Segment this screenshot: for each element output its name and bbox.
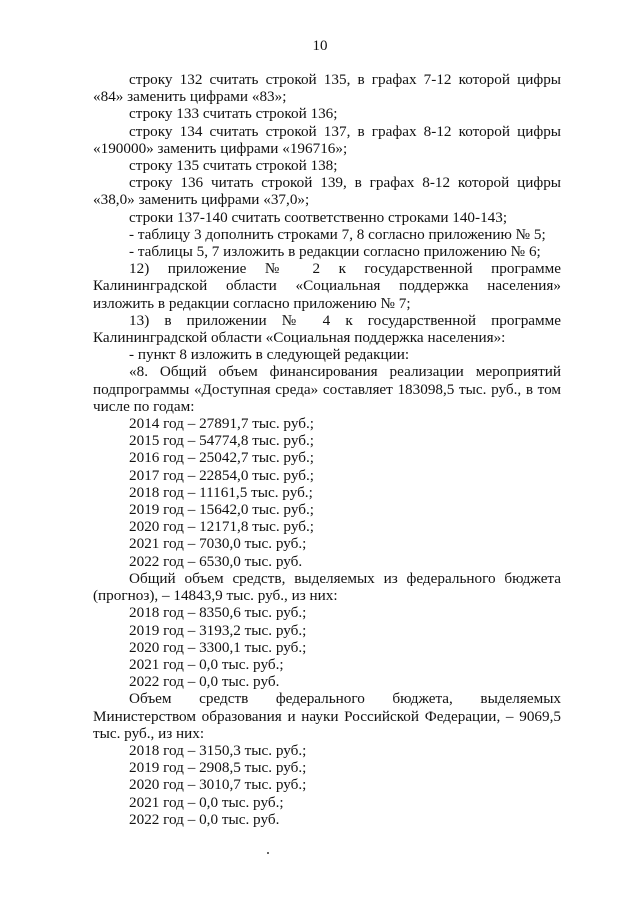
paragraph-ministry-budget: Объем средств федерального бюджета, выделяемых Министерством образования и науки Российской Федерации, – 9069,5 тыс. руб., из них: (93, 690, 561, 742)
year-line: 2018 год – 3150,3 тыс. руб.; (129, 741, 307, 759)
paragraph-item-13: 13) в приложении № 4 к государственной программе Калининградской области «Социальная поддержка населения»: (93, 311, 561, 347)
years-total-list (93, 415, 561, 570)
year-line: 2021 год – 0,0 тыс. руб.; (129, 793, 284, 811)
paragraph-row-134: строку 134 считать строкой 137, в графах 8-12 которой цифры «190000» заменить цифрами «196716»; (93, 122, 561, 157)
year-line: 2016 год – 25042,7 тыс. руб.; (129, 449, 314, 467)
year-line: 2022 год – 6530,0 тыс. руб. (129, 552, 303, 570)
year-line: 2019 год – 15642,0 тыс. руб.; (129, 501, 314, 519)
year-line: 2019 год – 2908,5 тыс. руб.; (129, 759, 307, 777)
paragraph-point-8: - пункт 8 изложить в следующей редакции: (129, 346, 410, 364)
year-line: 2021 год – 0,0 тыс. руб.; (129, 655, 284, 673)
year-line: 2015 год – 54774,8 тыс. руб.; (129, 432, 314, 450)
paragraph-federal-budget: Общий объем средств, выделяемых из федерального бюджета (прогноз), – 14843,9 тыс. руб., из них: (93, 569, 561, 605)
paragraph-row-132: строку 132 считать строкой 135, в графах 7-12 которой цифры «84» заменить цифрами «83»; (93, 71, 561, 106)
paragraph-table-3: - таблицу 3 дополнить строками 7, 8 согласно приложению № 5; (129, 225, 546, 243)
page-number: 10 (312, 38, 328, 54)
years-ministry-list (93, 742, 561, 828)
year-line: 2021 год – 7030,0 тыс. руб.; (129, 535, 307, 553)
year-line: 2020 год – 3010,7 тыс. руб.; (129, 776, 307, 794)
paragraph-row-133: строку 133 считать строкой 136; (129, 105, 338, 123)
year-line: 2022 год – 0,0 тыс. руб. (129, 673, 280, 691)
paragraph-row-136: строку 136 читать строкой 139, в графах 8-12 которой цифры «38,0» заменить цифрами «37,0»; (93, 174, 561, 209)
paragraph-rows-137-140: строки 137-140 считать соответственно строками 140-143; (129, 208, 508, 226)
year-line: 2018 год – 11161,5 тыс. руб.; (129, 483, 313, 501)
years-federal-list (93, 604, 561, 690)
year-line: 2014 год – 27891,7 тыс. руб.; (129, 415, 314, 433)
year-line: 2019 год – 3193,2 тыс. руб.; (129, 621, 307, 639)
year-line: 2022 год – 0,0 тыс. руб. (129, 810, 280, 828)
year-line: 2020 год – 12171,8 тыс. руб.; (129, 518, 314, 536)
scan-speck (267, 852, 269, 854)
year-line: 2020 год – 3300,1 тыс. руб.; (129, 638, 307, 656)
year-line: 2017 год – 22854,0 тыс. руб.; (129, 466, 314, 484)
paragraph-tables-5-7: - таблицы 5, 7 изложить в редакции согласно приложению № 6; (129, 243, 541, 261)
paragraph-item-12: 12) приложение № 2 к государственной программе Калининградской области «Социальная поддержка населения» изложить в редакции согласно приложению № 7; (93, 260, 561, 312)
paragraph-row-135: строку 135 считать строкой 138; (129, 157, 338, 175)
paragraph-financing: «8. Общий объем финансирования реализации мероприятий подпрограммы «Доступная среда» составляет 183098,5 тыс. руб., в том числе по годам: (93, 363, 561, 415)
year-line: 2018 год – 8350,6 тыс. руб.; (129, 604, 307, 622)
document-body (93, 71, 561, 828)
